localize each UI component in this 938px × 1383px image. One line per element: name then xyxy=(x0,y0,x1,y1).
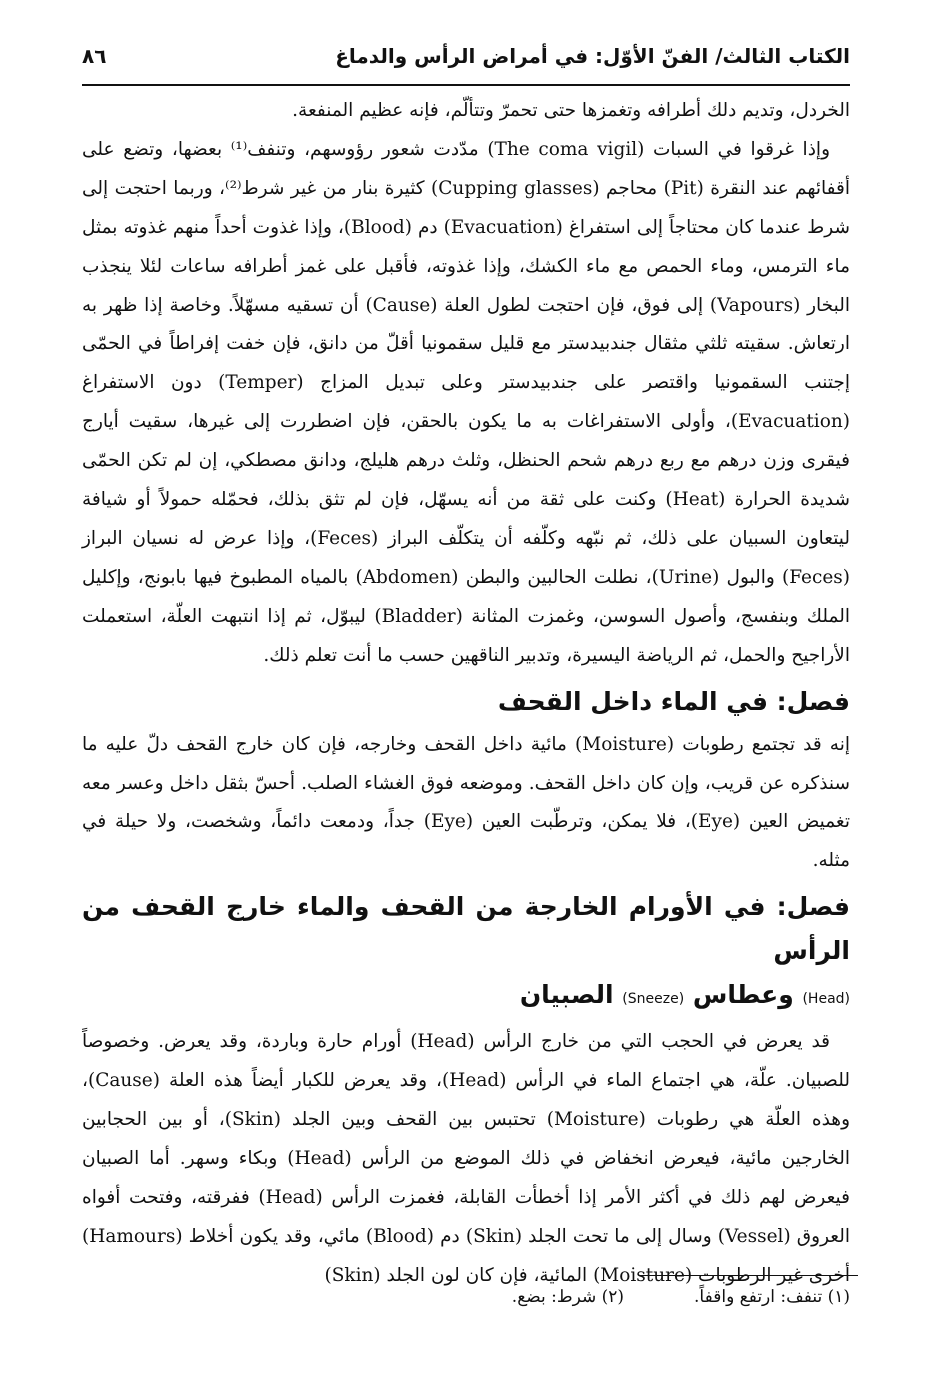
section-heading-water-inside-skull: فصل: في الماء داخل القحف xyxy=(497,686,850,716)
footnote-1: (١) تنفف: ارتفع واقفاً. xyxy=(694,1287,850,1307)
paragraph-continuation: الخردل، وتديم دلك أطرافه وتغمزها حتى تحمرّ وتتألّم، فإنه عظيم المنفعة. xyxy=(292,100,850,121)
heading-word-sneeze: وعطاس xyxy=(692,980,794,1010)
heading-word-children: الصبيان xyxy=(519,980,614,1010)
paragraph-external-swellings: قد يعرض في الحجب التي من خارج الرأس (Head) أورام حارة وباردة، وقد يعرض. وخصوصاً للصبيان. علّة، هي اجتماع الماء في الرأس (Head)، وقد يعرض للكبار أيضاً هذه العلة (Cause)، وهذه العلّة هي رطوبات (Moisture) تحتبس بين القحف وبين الجلد (Skin)، أو بين الحجابين الخارجين مائية، فيعرض انخفاض في ذلك الموضع من الرأس (Head) وبكاء وسهر. أما الصبيان فيعرض لهم ذلك في أكثر الأمر إذا أخطأت القابلة، فغمزت الرأس (Head) ففرقته، وفتحت أفواه العروق (Vessel) وسال إلى ما تحت الجلد (Skin) دم (Blood) مائي، وقد يكون أخلاط (Hamours) أخرى غير الرطوبات (Moisture) المائية، فإن كان لون الجلد (Skin) xyxy=(82,1031,851,1286)
running-title: الكتاب الثالث/ الفنّ الأوّل: في أمراض الرأس والدماغ xyxy=(335,44,850,68)
heading-sneeze-en: (Sneeze) xyxy=(622,991,685,1008)
section-heading-external-swellings xyxy=(82,885,850,1021)
body-text xyxy=(82,92,850,1296)
paragraph-coma-treatment: وإذا غرقوا في السبات (The coma vigil) مدّدت شعور رؤوسهم، وتنفف⁽¹⁾ بعضها، وتضع على أقفائهم عند النقرة (Pit) محاجم (Cupping glasses) كثيرة بنار من غير شرط⁽²⁾، وربما احتجت إلى شرط عندما كان محتاجاً إلى استفراغ (Evacuation) دم (Blood)، وإذا غذوت أحداً منهم غذوته بمثل ماء الترمس، وماء الحمص مع ماء الكشك، وإذا غذوته، فأقبل على غمز أطرافه ساعات لئلا ينجذب البخار (Vapours) إلى فوق، فإن احتجت لطول العلة (Cause) أن تسقيه مسهّلاً. وخاصة إذا ظهر به ارتعاش. سقيته ثلثي مثقال جندبيدستر مع قليل سقمونيا أقلّ من دانق، فإن خفت إفراطاً في الحمّى إجتنب السقمونيا واقتصر على جندبيدستر وعلى تبديل المزاج (Temper) دون الاستفراغ (Evacuation)، وأولى الاستفراغات به ما يكون بالحقن، فإن اضطررت إلى غيرها، سقيت أيارج فيقرى وزن درهم مع ربع درهم شحم الحنظل، وثلث درهم هليلج، ودانق مصطكي، إن لم تكن الحمّى شديدة الحرارة (Heat) وكنت على ثقة من أنه يسهّل، فإن لم تثق بذلك، فحمّله حمولاً أو شيافة ليتعاون السبيان على ذلك، ثم نبّهه وكلّفه أن يتكلّف البراز (Feces)، وإذا عرض له نسيان البراز (Feces) والبول (Urine)، نطلت الحالبين والبطن (Abdomen) بالمياه المطبوخ فيها بابونج، وإكليل الملك وبنفسج، وأصول السوسن، وغمزت المثانة (Bladder) ليبوّل، ثم إذا انتبهت العلّة، استعملت الأراجيح والحمل، ثم الرياضة اليسيرة، وتدبير الناقهين حسب ما أنت تعلم ذلك. xyxy=(82,138,851,666)
footnotes xyxy=(82,1287,850,1317)
heading-line-1: فصل: في الأورام الخارجة من القحف والماء خارج القحف من الرأس xyxy=(82,892,850,966)
paragraph-water-inside-skull: إنه قد تجتمع رطوبات (Moisture) مائية داخل القحف وخارجه، فإن كان خارج القحف دلّ عليه ما سنذكره عن قريب، وإن كان داخل القحف. وموضعه فوق الغشاء الصلب. أحسّ بثقل داخل وعسر معه تغميض العين (Eye)، فلا يمكن، وترطّبت العين (Eye) جداً، ودمعت دائماً، وشخصت، ولا حيلة في مثله. xyxy=(82,733,850,872)
footnote-rule xyxy=(640,1275,858,1276)
footnote-2: (٢) شرط: بضع. xyxy=(511,1287,625,1307)
header-rule xyxy=(82,84,850,86)
heading-head-en: (Head) xyxy=(802,991,850,1008)
running-header xyxy=(82,36,850,76)
page-number: ٨٦ xyxy=(82,44,107,68)
